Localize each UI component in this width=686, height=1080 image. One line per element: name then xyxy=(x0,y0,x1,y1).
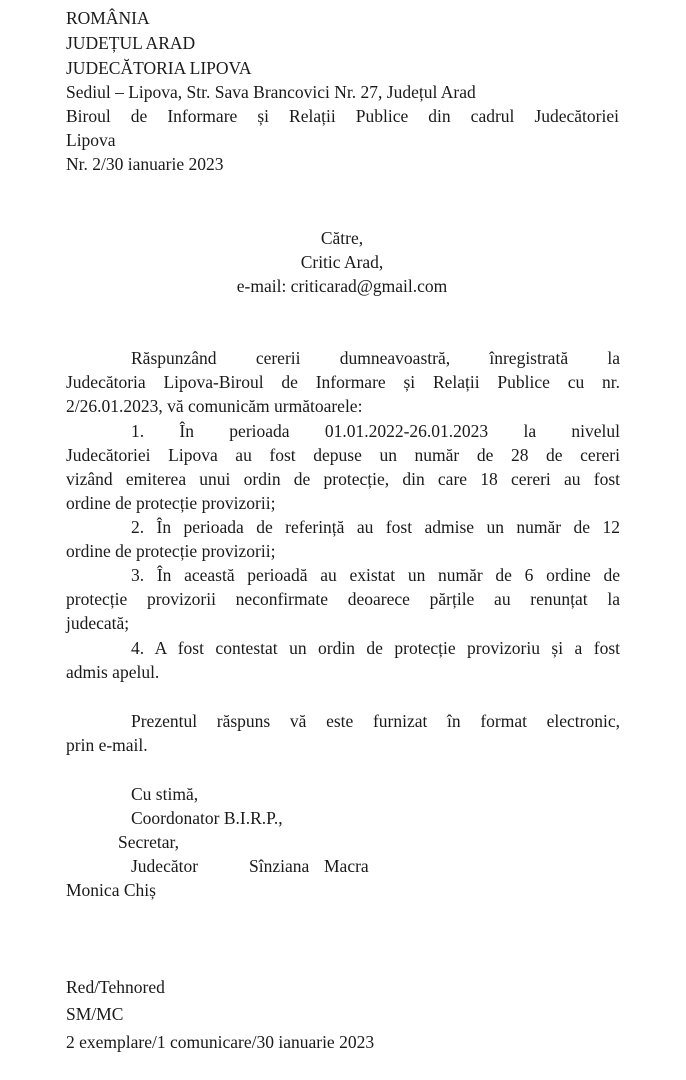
intro-line-2: Judecătoria Lipova-Biroul de Informare și Relații Publice cu nr. xyxy=(66,372,620,392)
item-2-line-1: 2. În perioada de referință au fost admise un număr de 12 xyxy=(131,517,620,537)
recipient-email: e-mail: criticarad@gmail.com xyxy=(236,276,448,296)
county-line: JUDEȚUL ARAD xyxy=(66,33,196,53)
reference-number: Nr. 2/30 ianuarie 2023 xyxy=(66,154,224,174)
coordinator-title: Coordonator B.I.R.P., xyxy=(131,808,283,828)
item-1-line-1: 1. În perioada 01.01.2022-26.01.2023 la nivelul xyxy=(131,421,620,441)
judge-first-name: Sînziana xyxy=(249,856,310,876)
court-name: JUDECĂTORIA LIPOVA xyxy=(66,58,252,78)
item-3-line-3: judecată; xyxy=(66,613,130,633)
item-1-line-3: vizând emiterea unui ordin de protecție, din care 18 cereri au fost xyxy=(66,469,620,489)
closing-line-1: Prezentul răspuns vă este furnizat în format electronic, xyxy=(131,711,620,731)
office-line-2: Lipova xyxy=(66,130,116,150)
office-line-1: Biroul de Informare și Relații Publice din cadrul Judecătoriei xyxy=(66,106,619,126)
initials-line: SM/MC xyxy=(66,1004,124,1024)
recipient-to: Către, xyxy=(320,228,364,248)
court-address: Sediul – Lipova, Str. Sava Brancovici Nr. 27, Județul Arad xyxy=(66,82,476,102)
item-4-line-2: admis apelul. xyxy=(66,662,160,682)
recipient-name: Critic Arad, xyxy=(300,252,384,272)
item-4-line-1: 4. A fost contestat un ordin de protecție provizoriu și a fost xyxy=(131,638,620,658)
item-1-line-2: Judecătoriei Lipova au fost depuse un număr de 28 de cereri xyxy=(66,445,620,465)
country-line: ROMÂNIA xyxy=(66,8,150,28)
regards: Cu stimă, xyxy=(131,784,199,804)
item-3-line-1: 3. În această perioadă au existat un număr de 6 ordine de xyxy=(131,565,620,585)
intro-line-1: Răspunzând cererii dumneavoastră, înregistrată la xyxy=(131,348,620,368)
item-3-line-2: protecție provizorii neconfirmate deoarece părțile au renunțat la xyxy=(66,589,620,609)
secretary-name: Monica Chiș xyxy=(66,880,156,900)
closing-line-2: prin e-mail. xyxy=(66,735,148,755)
item-2-line-2: ordine de protecție provizorii; xyxy=(66,541,276,561)
editor-line: Red/Tehnored xyxy=(66,977,165,997)
item-1-line-4: ordine de protecție provizorii; xyxy=(66,493,276,513)
judge-title: Judecător xyxy=(131,856,199,876)
judge-last-name: Macra xyxy=(324,856,369,876)
secretary-title: Secretar, xyxy=(118,832,179,852)
intro-line-3: 2/26.01.2023, vă comunicăm următoarele: xyxy=(66,396,363,416)
copies-line: 2 exemplare/1 comunicare/30 ianuarie 2023 xyxy=(66,1032,375,1052)
